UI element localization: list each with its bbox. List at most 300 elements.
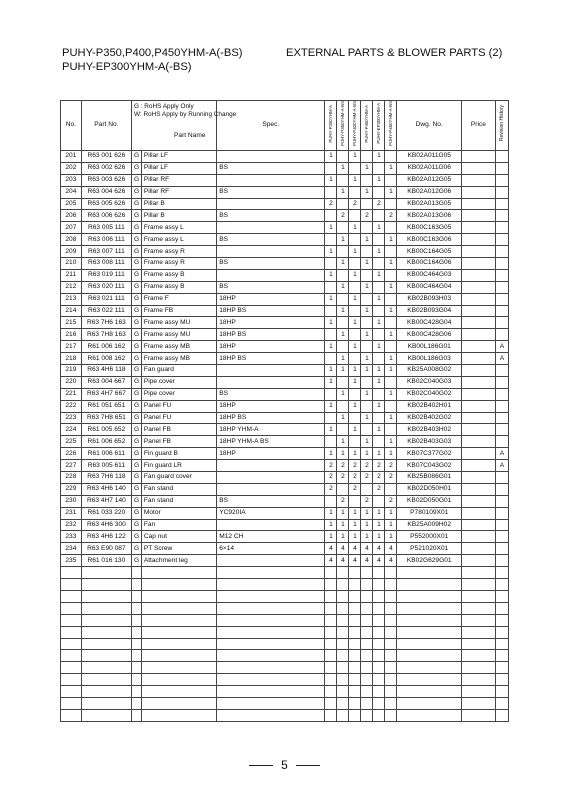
row-qty: 1 <box>385 507 397 519</box>
row-spec <box>217 460 325 472</box>
row-no: 213 <box>61 293 82 305</box>
row-price <box>461 555 495 567</box>
row-qty: 1 <box>349 507 361 519</box>
empty-cell <box>217 674 325 686</box>
row-qty: 1 <box>337 412 349 424</box>
row-qty <box>361 483 373 495</box>
row-qty: 1 <box>361 353 373 365</box>
empty-cell <box>81 650 131 662</box>
row-qty <box>337 341 349 353</box>
row-qty <box>361 424 373 436</box>
row-revision: A <box>495 448 508 460</box>
empty-cell <box>337 626 349 638</box>
row-qty: 2 <box>385 210 397 222</box>
empty-cell <box>337 567 349 579</box>
row-rohs-flag: G <box>132 210 142 222</box>
row-no: 202 <box>61 162 82 174</box>
empty-cell <box>141 602 216 614</box>
row-qty: 2 <box>325 483 337 495</box>
row-rohs-flag: G <box>132 186 142 198</box>
row-part-name: Pillar RF <box>141 174 216 186</box>
row-qty <box>337 246 349 258</box>
table-row <box>61 388 509 400</box>
row-qty: 1 <box>385 412 397 424</box>
row-dwg-no: KB00C464G03 <box>397 269 461 281</box>
row-spec <box>217 519 325 531</box>
row-qty: 1 <box>361 448 373 460</box>
row-price <box>461 507 495 519</box>
empty-cell <box>141 650 216 662</box>
header-price: Price <box>461 101 495 151</box>
row-qty: 1 <box>337 353 349 365</box>
empty-cell <box>397 650 461 662</box>
empty-cell <box>461 626 495 638</box>
row-part-name: Frame assy R <box>141 258 216 270</box>
table-row <box>61 531 509 543</box>
row-spec: 18HP <box>217 317 325 329</box>
empty-cell <box>397 579 461 591</box>
row-part-no: R63 E90 087 <box>81 543 131 555</box>
row-qty <box>385 483 397 495</box>
empty-cell <box>397 662 461 674</box>
empty-cell <box>461 590 495 602</box>
empty-cell <box>81 674 131 686</box>
row-dwg-no: KB02C040G03 <box>397 376 461 388</box>
empty-cell <box>132 697 142 709</box>
empty-cell <box>337 674 349 686</box>
row-dwg-no: KB07C043G02 <box>397 460 461 472</box>
row-revision <box>495 162 508 174</box>
row-qty <box>361 341 373 353</box>
empty-cell <box>397 638 461 650</box>
table-row <box>61 150 509 162</box>
row-part-name: Motor <box>141 507 216 519</box>
row-spec <box>217 198 325 210</box>
row-rohs-flag: G <box>132 472 142 484</box>
row-part-no: R63 4H6 122 <box>81 531 131 543</box>
row-revision: A <box>495 341 508 353</box>
empty-cell <box>61 579 82 591</box>
row-qty: 2 <box>361 460 373 472</box>
row-qty <box>325 495 337 507</box>
row-part-no: R63 003 626 <box>81 174 131 186</box>
row-price <box>461 483 495 495</box>
empty-cell <box>81 638 131 650</box>
row-dwg-no: KB00C163G06 <box>397 234 461 246</box>
row-spec <box>217 365 325 377</box>
empty-cell <box>495 614 508 626</box>
row-revision: A <box>495 353 508 365</box>
empty-cell <box>385 602 397 614</box>
empty-cell <box>349 709 361 721</box>
table-row <box>61 222 509 234</box>
row-qty: 1 <box>361 412 373 424</box>
row-part-name: Fan stand <box>141 483 216 495</box>
row-spec: BS <box>217 388 325 400</box>
model-line-1: PUHY-P350,P400,P450YHM-A(-BS) <box>62 47 243 59</box>
row-part-name: Frame assy L <box>141 234 216 246</box>
row-part-name: Frame F <box>141 293 216 305</box>
row-no: 222 <box>61 400 82 412</box>
row-no: 228 <box>61 472 82 484</box>
row-qty: 2 <box>325 460 337 472</box>
empty-cell <box>461 650 495 662</box>
row-qty: 1 <box>337 531 349 543</box>
empty-cell <box>397 686 461 698</box>
row-rohs-flag: G <box>132 174 142 186</box>
row-qty <box>325 436 337 448</box>
row-qty: 1 <box>373 293 385 305</box>
row-qty: 4 <box>337 555 349 567</box>
empty-cell <box>397 567 461 579</box>
row-part-name: Frame assy R <box>141 246 216 258</box>
row-qty: 2 <box>361 495 373 507</box>
empty-row <box>61 602 509 614</box>
empty-cell <box>495 626 508 638</box>
row-revision <box>495 376 508 388</box>
row-qty <box>349 412 361 424</box>
row-qty <box>325 329 337 341</box>
row-qty: 1 <box>349 519 361 531</box>
row-part-no: R61 051 651 <box>81 400 131 412</box>
row-qty: 2 <box>373 472 385 484</box>
empty-cell <box>141 626 216 638</box>
table-row <box>61 258 509 270</box>
row-no: 225 <box>61 436 82 448</box>
empty-cell <box>132 709 142 721</box>
row-price <box>461 305 495 317</box>
row-no: 219 <box>61 365 82 377</box>
row-qty: 2 <box>325 472 337 484</box>
empty-cell <box>385 650 397 662</box>
row-rohs-flag: G <box>132 507 142 519</box>
row-qty <box>349 162 361 174</box>
header-dwg-no: Dwg. No. <box>397 101 461 151</box>
row-revision <box>495 281 508 293</box>
table-row <box>61 543 509 555</box>
table-header-row <box>61 101 509 151</box>
model-list <box>62 46 243 74</box>
row-price <box>461 210 495 222</box>
row-price <box>461 436 495 448</box>
row-spec: BS <box>217 258 325 270</box>
row-qty <box>361 198 373 210</box>
row-spec <box>217 246 325 258</box>
row-qty <box>361 174 373 186</box>
empty-cell <box>132 579 142 591</box>
empty-cell <box>373 579 385 591</box>
row-qty: 2 <box>361 210 373 222</box>
row-rohs-flag: G <box>132 412 142 424</box>
row-no: 208 <box>61 234 82 246</box>
row-spec <box>217 269 325 281</box>
row-rohs-flag: G <box>132 258 142 270</box>
row-qty: 1 <box>349 222 361 234</box>
empty-cell <box>361 674 373 686</box>
row-qty: 1 <box>373 222 385 234</box>
row-qty: 1 <box>325 246 337 258</box>
row-qty: 2 <box>373 198 385 210</box>
row-qty: 1 <box>361 365 373 377</box>
row-no: 220 <box>61 376 82 388</box>
empty-cell <box>461 602 495 614</box>
row-part-no: R61 006 162 <box>81 341 131 353</box>
table-row <box>61 317 509 329</box>
row-no: 224 <box>61 424 82 436</box>
row-dwg-no: KB02A011G05 <box>397 150 461 162</box>
row-part-no: R63 006 626 <box>81 210 131 222</box>
row-rohs-flag: G <box>132 519 142 531</box>
row-qty <box>349 436 361 448</box>
row-qty <box>349 186 361 198</box>
row-qty: 1 <box>385 186 397 198</box>
row-qty <box>373 186 385 198</box>
row-qty: 1 <box>361 507 373 519</box>
row-no: 230 <box>61 495 82 507</box>
row-revision <box>495 234 508 246</box>
row-part-no: R61 006 611 <box>81 448 131 460</box>
row-qty: 1 <box>349 269 361 281</box>
row-spec: 18HP BS <box>217 305 325 317</box>
empty-cell <box>495 638 508 650</box>
empty-cell <box>373 614 385 626</box>
row-no: 232 <box>61 519 82 531</box>
row-qty <box>349 234 361 246</box>
table-row <box>61 555 509 567</box>
empty-cell <box>132 686 142 698</box>
empty-cell <box>337 697 349 709</box>
empty-cell <box>61 674 82 686</box>
row-price <box>461 460 495 472</box>
row-part-name: Panel FU <box>141 400 216 412</box>
row-revision <box>495 317 508 329</box>
row-qty: 1 <box>325 317 337 329</box>
row-qty: 2 <box>385 495 397 507</box>
row-revision <box>495 246 508 258</box>
row-qty: 1 <box>349 400 361 412</box>
row-part-no: R61 033 220 <box>81 507 131 519</box>
empty-cell <box>349 614 361 626</box>
row-qty: 1 <box>385 448 397 460</box>
table-row <box>61 210 509 222</box>
row-rohs-flag: G <box>132 329 142 341</box>
row-part-no: R63 020 111 <box>81 281 131 293</box>
row-qty: 1 <box>325 448 337 460</box>
row-part-no: R63 006 111 <box>81 234 131 246</box>
row-qty <box>325 234 337 246</box>
row-price <box>461 388 495 400</box>
empty-cell <box>141 709 216 721</box>
row-part-no: R63 4H6 300 <box>81 519 131 531</box>
row-part-name: Fin guard B <box>141 448 216 460</box>
row-no: 212 <box>61 281 82 293</box>
row-price <box>461 412 495 424</box>
empty-cell <box>325 567 337 579</box>
row-qty: 1 <box>361 305 373 317</box>
row-qty: 1 <box>373 448 385 460</box>
row-dwg-no: KB25A008G02 <box>397 365 461 377</box>
row-rohs-flag: G <box>132 222 142 234</box>
row-qty: 1 <box>325 150 337 162</box>
row-rohs-flag: G <box>132 555 142 567</box>
empty-cell <box>397 590 461 602</box>
empty-cell <box>361 567 373 579</box>
row-rohs-flag: G <box>132 448 142 460</box>
empty-cell <box>81 709 131 721</box>
empty-row <box>61 638 509 650</box>
row-dwg-no: KB00L186G03 <box>397 353 461 365</box>
row-part-no: R63 002 626 <box>81 162 131 174</box>
row-qty <box>361 317 373 329</box>
row-qty <box>373 305 385 317</box>
row-part-name: Fan guard <box>141 365 216 377</box>
row-price <box>461 365 495 377</box>
row-qty <box>385 293 397 305</box>
empty-cell <box>325 626 337 638</box>
empty-cell <box>373 602 385 614</box>
row-part-no: R63 4H6 118 <box>81 365 131 377</box>
row-qty <box>325 162 337 174</box>
row-qty: 2 <box>325 198 337 210</box>
row-price <box>461 329 495 341</box>
row-qty: 1 <box>325 293 337 305</box>
empty-cell <box>325 686 337 698</box>
row-price <box>461 341 495 353</box>
row-part-name: Pipe cover <box>141 388 216 400</box>
row-dwg-no: KB02G629G01 <box>397 555 461 567</box>
row-part-no: R63 4H6 140 <box>81 483 131 495</box>
row-part-name: Fan <box>141 519 216 531</box>
header-model-6: PUHY-P450YHM-A-BS <box>387 101 393 146</box>
row-qty <box>385 150 397 162</box>
empty-cell <box>141 662 216 674</box>
row-qty <box>325 412 337 424</box>
row-spec <box>217 472 325 484</box>
row-rohs-flag: G <box>132 246 142 258</box>
empty-cell <box>81 590 131 602</box>
row-rohs-flag: G <box>132 495 142 507</box>
row-dwg-no: KB02B403H02 <box>397 424 461 436</box>
empty-cell <box>495 602 508 614</box>
row-qty <box>373 258 385 270</box>
row-revision <box>495 365 508 377</box>
row-qty: 1 <box>337 281 349 293</box>
empty-cell <box>325 662 337 674</box>
empty-cell <box>373 650 385 662</box>
row-rohs-flag: G <box>132 317 142 329</box>
row-revision <box>495 531 508 543</box>
row-revision <box>495 495 508 507</box>
row-qty <box>337 198 349 210</box>
empty-cell <box>141 579 216 591</box>
row-part-name: Fin guard LR <box>141 460 216 472</box>
empty-row <box>61 674 509 686</box>
empty-cell <box>495 579 508 591</box>
row-no: 217 <box>61 341 82 353</box>
empty-cell <box>337 662 349 674</box>
row-revision <box>495 258 508 270</box>
row-qty <box>373 388 385 400</box>
row-dwg-no: KB02C040G02 <box>397 388 461 400</box>
row-part-name: Pillar LF <box>141 162 216 174</box>
row-rohs-flag: G <box>132 234 142 246</box>
row-price <box>461 376 495 388</box>
row-dwg-no: KB07C377G02 <box>397 448 461 460</box>
table-row <box>61 495 509 507</box>
row-no: 229 <box>61 483 82 495</box>
empty-cell <box>361 662 373 674</box>
row-qty <box>349 305 361 317</box>
row-part-no: R63 008 111 <box>81 258 131 270</box>
empty-row <box>61 697 509 709</box>
row-revision <box>495 543 508 555</box>
row-qty <box>361 222 373 234</box>
row-price <box>461 293 495 305</box>
row-no: 201 <box>61 150 82 162</box>
row-qty: 1 <box>337 448 349 460</box>
empty-cell <box>361 650 373 662</box>
row-spec: BS <box>217 210 325 222</box>
table-row <box>61 234 509 246</box>
row-qty <box>361 246 373 258</box>
row-revision <box>495 186 508 198</box>
row-qty: 1 <box>337 258 349 270</box>
row-dwg-no: KB02A011G06 <box>397 162 461 174</box>
row-dwg-no: KB00C163G05 <box>397 222 461 234</box>
row-no: 226 <box>61 448 82 460</box>
row-qty: 1 <box>361 162 373 174</box>
row-spec: 18HP <box>217 341 325 353</box>
empty-cell <box>361 614 373 626</box>
table-row <box>61 448 509 460</box>
row-part-name: Panel FB <box>141 436 216 448</box>
row-price <box>461 353 495 365</box>
header-model-5: PUHY-EP300YHM-A <box>375 103 381 144</box>
row-qty: 1 <box>361 436 373 448</box>
row-qty: 1 <box>349 531 361 543</box>
row-revision <box>495 400 508 412</box>
row-dwg-no: KB02D050G01 <box>397 495 461 507</box>
row-dwg-no: KB00C164G05 <box>397 246 461 258</box>
row-qty <box>325 210 337 222</box>
row-qty: 1 <box>337 519 349 531</box>
empty-cell <box>141 638 216 650</box>
row-qty <box>385 317 397 329</box>
row-qty: 1 <box>361 519 373 531</box>
row-rohs-flag: G <box>132 269 142 281</box>
row-qty: 1 <box>373 317 385 329</box>
empty-cell <box>461 686 495 698</box>
empty-cell <box>337 602 349 614</box>
empty-row <box>61 590 509 602</box>
row-no: 211 <box>61 269 82 281</box>
table-row <box>61 519 509 531</box>
row-spec <box>217 376 325 388</box>
empty-cell <box>132 590 142 602</box>
empty-row <box>61 662 509 674</box>
row-qty <box>337 400 349 412</box>
empty-cell <box>325 638 337 650</box>
row-qty <box>349 388 361 400</box>
header-revision: Revision History <box>498 105 505 142</box>
empty-cell <box>141 590 216 602</box>
row-qty: 1 <box>373 341 385 353</box>
empty-cell <box>461 614 495 626</box>
row-dwg-no: KB02A013G06 <box>397 210 461 222</box>
empty-row <box>61 579 509 591</box>
row-qty <box>337 424 349 436</box>
row-part-name: Attachment leg <box>141 555 216 567</box>
